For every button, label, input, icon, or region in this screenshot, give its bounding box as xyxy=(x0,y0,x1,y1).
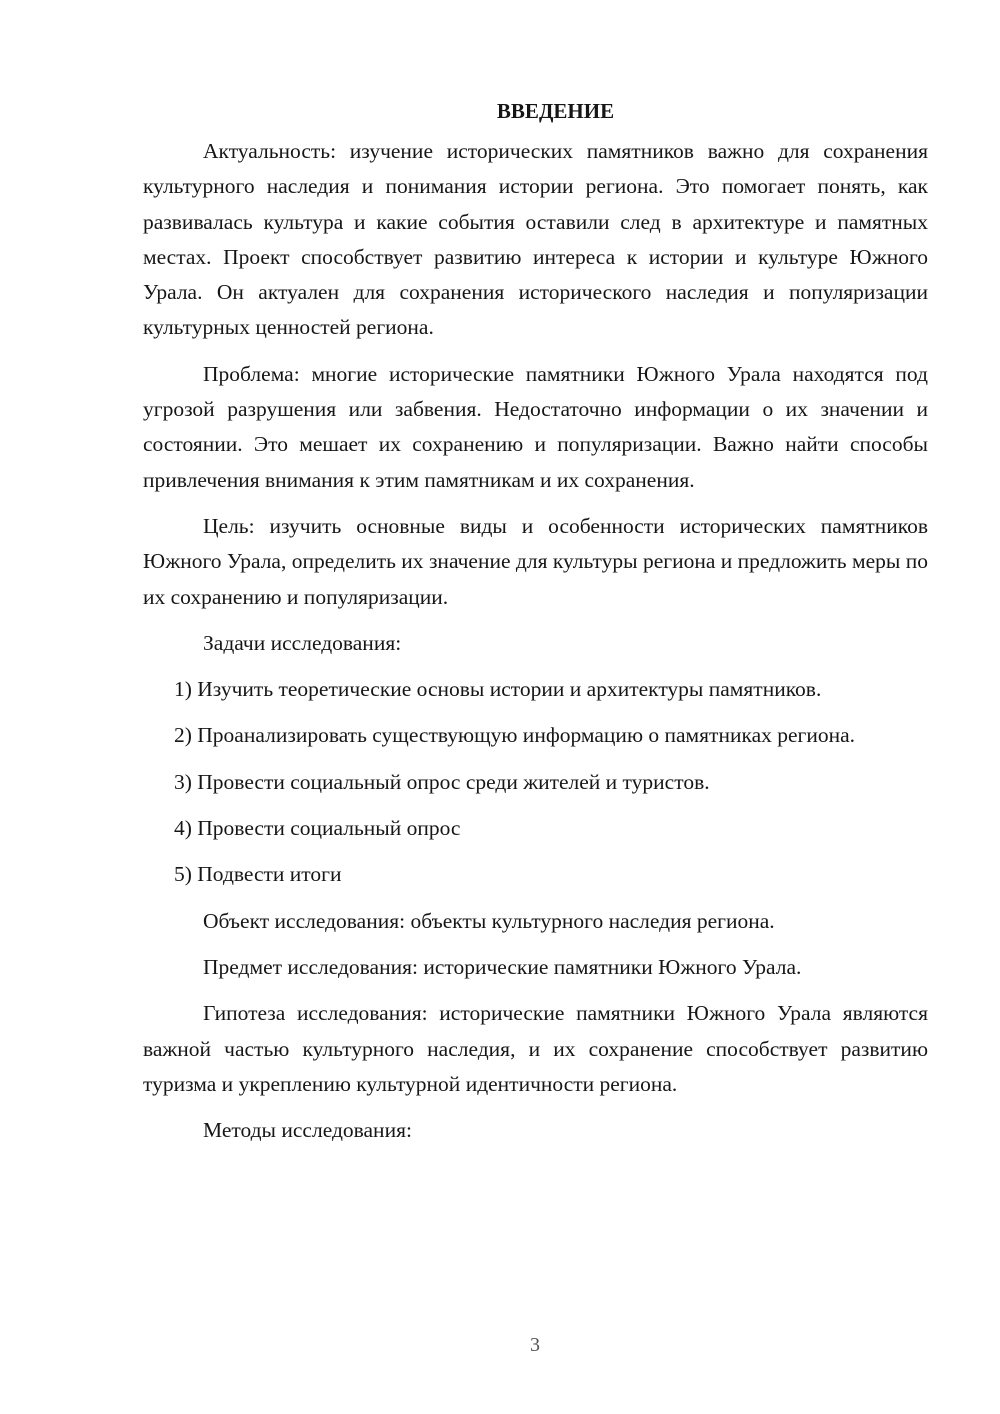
subject-paragraph: Предмет исследования: исторические памятники Южного Урала. xyxy=(203,954,802,979)
task-item: 5) Подвести итоги xyxy=(174,862,342,887)
relevance-paragraph: Актуальность: изучение исторических памятников важно для сохранения культурного наследия и понимания истории региона. Это помогает понять, как развивалась культура и какие события оставили след в архитектуре и памятных местах. Проект способствует развитию интереса к истории и культуре Южного Урала. Он актуален для сохранения исторического наследия и популяризации культурных ценностей региона. xyxy=(143,139,928,340)
hypothesis-paragraph: Гипотеза исследования: исторические памятники Южного Урала являются важной частью культурного наследия, и их сохранение способствует развитию туризма и укреплению культурной идентичности региона. xyxy=(143,1001,928,1096)
document-page xyxy=(143,96,928,1159)
task-item: 3) Провести социальный опрос среди жителей и туристов. xyxy=(174,769,710,794)
page-title: ВВЕДЕНИЕ xyxy=(496,99,615,123)
task-item: 4) Провести социальный опрос xyxy=(174,816,461,841)
problem-paragraph: Проблема: многие исторические памятники Южного Урала находятся под угрозой разрушения или забвения. Недостаточно информации о их значении и состоянии. Это мешает их сохранению и популяризации. Важно найти способы привлечения внимания к этим памятникам и их сохранения. xyxy=(143,361,928,492)
object-paragraph: Объект исследования: объекты культурного наследия региона. xyxy=(203,908,775,933)
task-item: 1) Изучить теоретические основы истории и архитектуры памятников. xyxy=(174,677,822,702)
tasks-heading: Задачи исследования: xyxy=(203,630,402,655)
methods-heading: Методы исследования: xyxy=(203,1118,412,1143)
task-item: 2) Проанализировать существующую информацию о памятниках региона. xyxy=(174,723,856,748)
goal-paragraph: Цель: изучить основные виды и особенности исторических памятников Южного Урала, определить их значение для культуры региона и предложить меры по их сохранению и популяризации. xyxy=(143,513,928,609)
page-number: 3 xyxy=(530,1334,540,1356)
